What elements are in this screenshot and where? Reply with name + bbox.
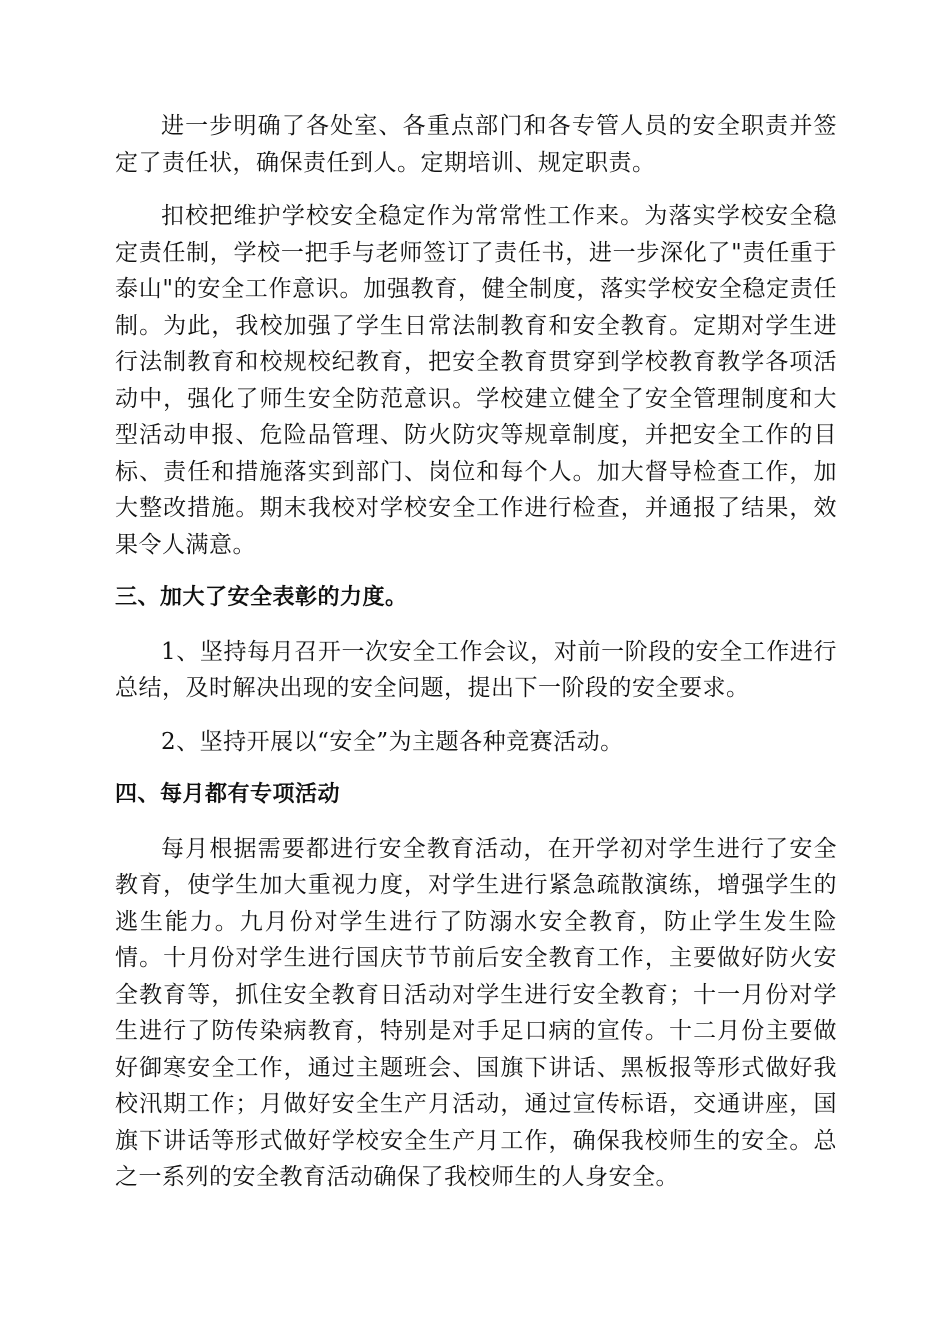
section-heading-3: 三、加大了安全表彰的力度。 [115, 585, 408, 610]
paragraph-responsibility: 进一步明确了各处室、各重点部门和各专管人员的安全职责并签定了责任状，确保责任到人。定期培训、规定职责。 [115, 113, 837, 176]
paragraph-safety-stability: 扣校把维护学校安全稳定作为常常性工作来。为落实学校安全稳定责任制，学校一把手与老师签订了责任书，进一步深化了"责任重于泰山"的安全工作意识。加强教育，健全制度，落实学校安全稳定责任制。为此，我校加强了学生日常法制教育和安全教育。定期对学生进行法制教育和校规校纪教育，把安全教育贯穿到学校教育教学各项活动中，强化了师生安全防范意识。学校建立健全了安全管理制度和大型活动申报、危险品管理、防火防灾等规章制度，并把安全工作的目标、责任和措施落实到部门、岗位和每个人。加大督导检查工作，加大整改措施。期末我校对学校安全工作进行检查，并通报了结果，效果令人满意。 [115, 203, 837, 558]
list-item-1: 1、坚持每月召开一次安全工作会议，对前一阶段的安全工作进行总结，及时解决出现的安全问题，提出下一阶段的安全要求。 [115, 638, 837, 701]
section-heading-4: 四、每月都有专项活动 [115, 782, 341, 807]
document-page [115, 108, 837, 1213]
paragraph-monthly-activities: 每月根据需要都进行安全教育活动，在开学初对学生进行了安全教育，使学生加大重视力度，对学生进行紧急疏散演练，增强学生的逃生能力。九月份对学生进行了防溺水安全教育，防止学生发生险情。十月份对学生进行国庆节节前后安全教育工作，主要做好防火安全教育等，抓住安全教育日活动对学生进行安全教育；十一月份对学生进行了防传染病教育，特别是对手足口病的宣传。十二月份主要做好御寒安全工作，通过主题班会、国旗下讲话、黑板报等形式做好我校汛期工作；月做好安全生产月活动，通过宣传标语，交通讲座，国旗下讲话等形式做好学校安全生产月工作，确保我校师生的安全。总之一系列的安全教育活动确保了我校师生的人身安全。 [115, 835, 837, 1190]
list-item-2: 2、坚持开展以“安全”为主题各种竞赛活动。 [161, 728, 624, 755]
